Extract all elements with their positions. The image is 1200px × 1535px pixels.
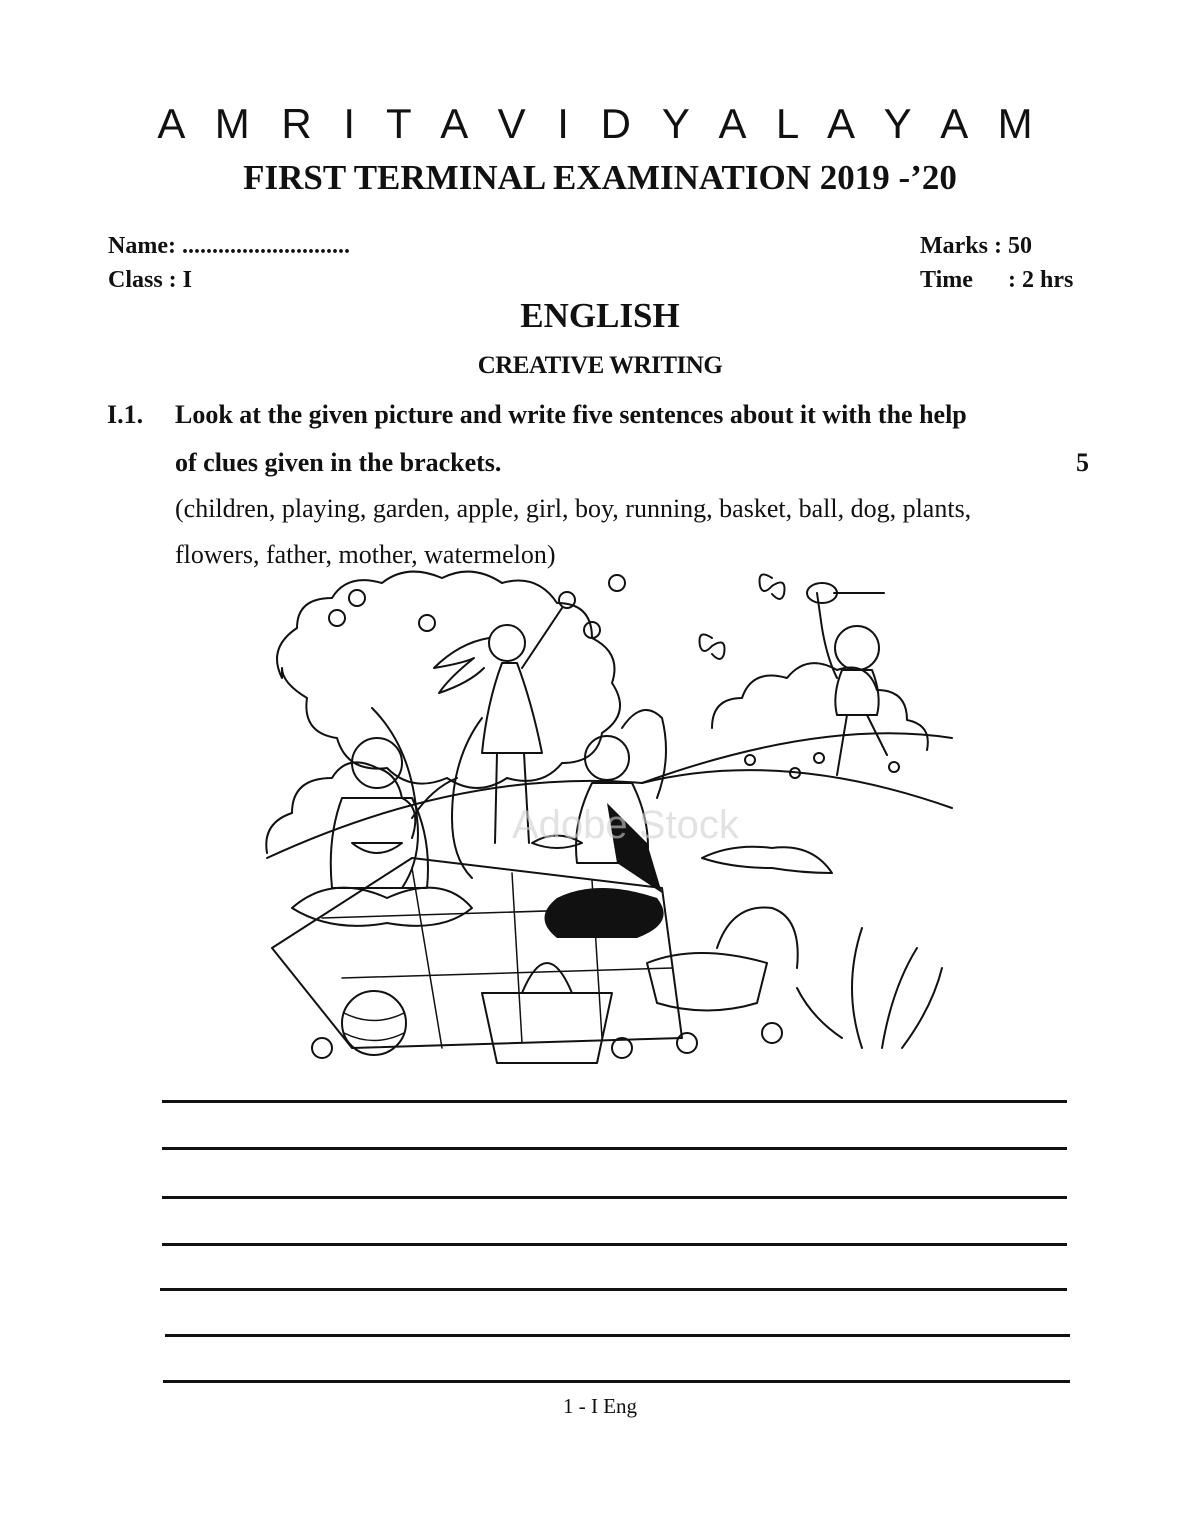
- cradle-hood: [717, 908, 798, 969]
- flower: [814, 753, 824, 763]
- picnic-blanket: [272, 858, 682, 1048]
- girl-arm: [522, 608, 562, 668]
- apple: [349, 590, 365, 606]
- picnic-illustration: [262, 568, 958, 1068]
- woman-head: [585, 736, 629, 780]
- butterfly-net: [807, 583, 837, 603]
- apple: [559, 592, 575, 608]
- time-field: [920, 267, 1073, 294]
- flower: [312, 1038, 332, 1058]
- woman-skirt: [545, 888, 664, 938]
- subject-title: ENGLISH: [520, 296, 680, 335]
- answer-line[interactable]: [163, 1380, 1070, 1383]
- boy-legs: [837, 715, 887, 775]
- bush-left: [266, 762, 415, 853]
- question-text-line-2: of clues given in the brackets.: [175, 448, 502, 477]
- class-field: Class : I: [108, 267, 193, 293]
- boy-body: [835, 670, 878, 715]
- picnic-basket: [482, 993, 612, 1063]
- answer-line[interactable]: [162, 1196, 1067, 1199]
- clues-line-1: (children, playing, garden, apple, girl, boy, running, basket, ball, dog, plants,: [175, 494, 972, 523]
- flower: [745, 755, 755, 765]
- plant: [797, 928, 942, 1048]
- question-number: I.1.: [107, 400, 144, 429]
- apple: [419, 615, 435, 631]
- flower: [889, 762, 899, 772]
- question-marks: 5: [1076, 448, 1089, 477]
- answer-line[interactable]: [160, 1288, 1067, 1291]
- watermelon-slice: [352, 843, 402, 853]
- hill-front: [642, 733, 952, 783]
- exam-title: FIRST TERMINAL EXAMINATION 2019 -’20: [243, 158, 957, 197]
- dog: [702, 847, 832, 873]
- ball: [342, 991, 406, 1055]
- page-footer: 1 - I Eng: [562, 1394, 638, 1418]
- question-text-line-1: Look at the given picture and write five sentences about it with the help: [175, 400, 967, 429]
- apple: [609, 575, 625, 591]
- boy-head: [835, 626, 879, 670]
- girl-body: [482, 663, 542, 753]
- girl-head: [489, 625, 525, 661]
- time-value: : 2 hrs: [1008, 267, 1074, 293]
- watermark: Adobe Stock: [512, 803, 739, 847]
- marks-field: Marks : 50: [920, 233, 1032, 259]
- answer-line[interactable]: [162, 1243, 1067, 1246]
- flower: [762, 1023, 782, 1043]
- answer-line[interactable]: [162, 1147, 1067, 1150]
- apple: [329, 610, 345, 626]
- clues-line-2: flowers, father, mother, watermelon): [175, 540, 556, 569]
- butterfly: [760, 574, 785, 599]
- man-legs: [292, 888, 472, 926]
- baby-cradle: [647, 953, 767, 1011]
- girl-hair: [434, 638, 489, 693]
- answer-line[interactable]: [162, 1100, 1067, 1103]
- butterfly: [700, 634, 725, 659]
- time-label: Time: [920, 267, 973, 293]
- ball-stripe: [344, 1013, 404, 1041]
- flower: [677, 1033, 697, 1053]
- school-name: A M R I T A V I D Y A L A Y A M: [157, 100, 1043, 147]
- name-field: Name: ............................: [108, 233, 350, 259]
- answer-line[interactable]: [165, 1334, 1070, 1337]
- section-title: CREATIVE WRITING: [477, 352, 723, 379]
- flower: [612, 1038, 632, 1058]
- basket-handle: [522, 963, 572, 993]
